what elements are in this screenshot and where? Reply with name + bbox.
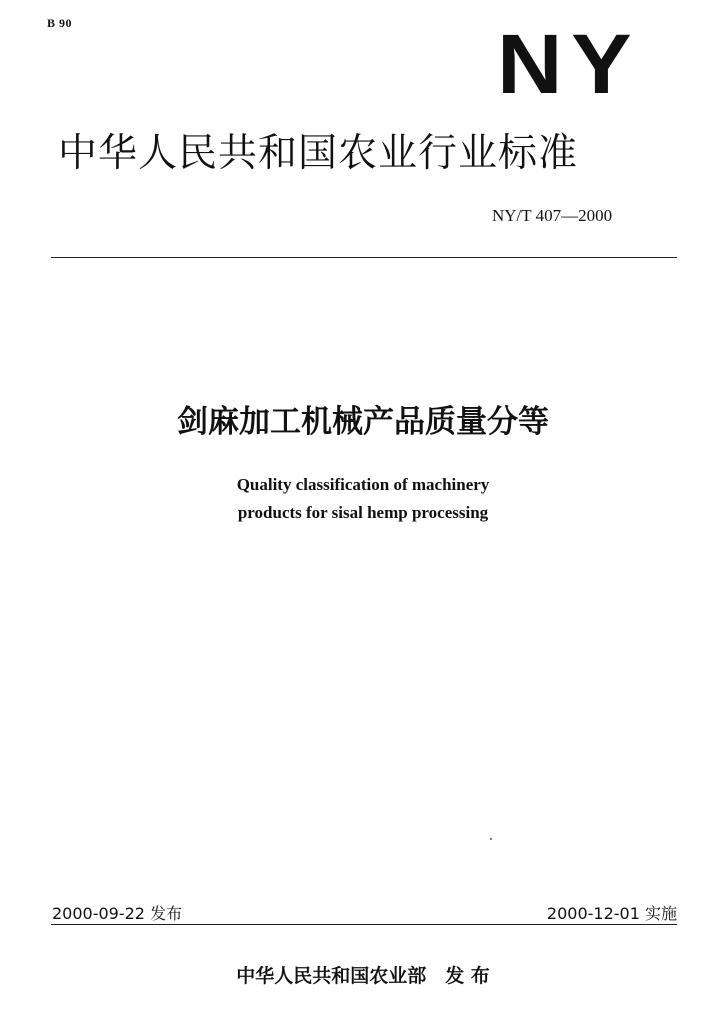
publisher: 中华人民共和国农业部 发 布 (236, 965, 490, 987)
english-title-line-2: products for sisal hemp processing (237, 503, 489, 522)
classification-code: B 90 (47, 16, 73, 30)
english-title-line-1: Quality classification of machinery (236, 475, 490, 494)
ny-logo: NY (497, 17, 641, 111)
english-title (0, 471, 726, 527)
top-divider (51, 257, 677, 258)
implementation-date: 2000-12-01 实施 (546, 904, 677, 923)
issue-date: 2000-09-22 发布 (52, 904, 183, 923)
scan-speck (490, 838, 492, 840)
chinese-title: 剑麻加工机械产品质量分等 (177, 404, 549, 440)
organization-title: 中华人民共和国农业行业标准 (58, 131, 579, 176)
standard-number: NY/T 407—2000 (492, 206, 613, 225)
bottom-divider (51, 924, 677, 925)
